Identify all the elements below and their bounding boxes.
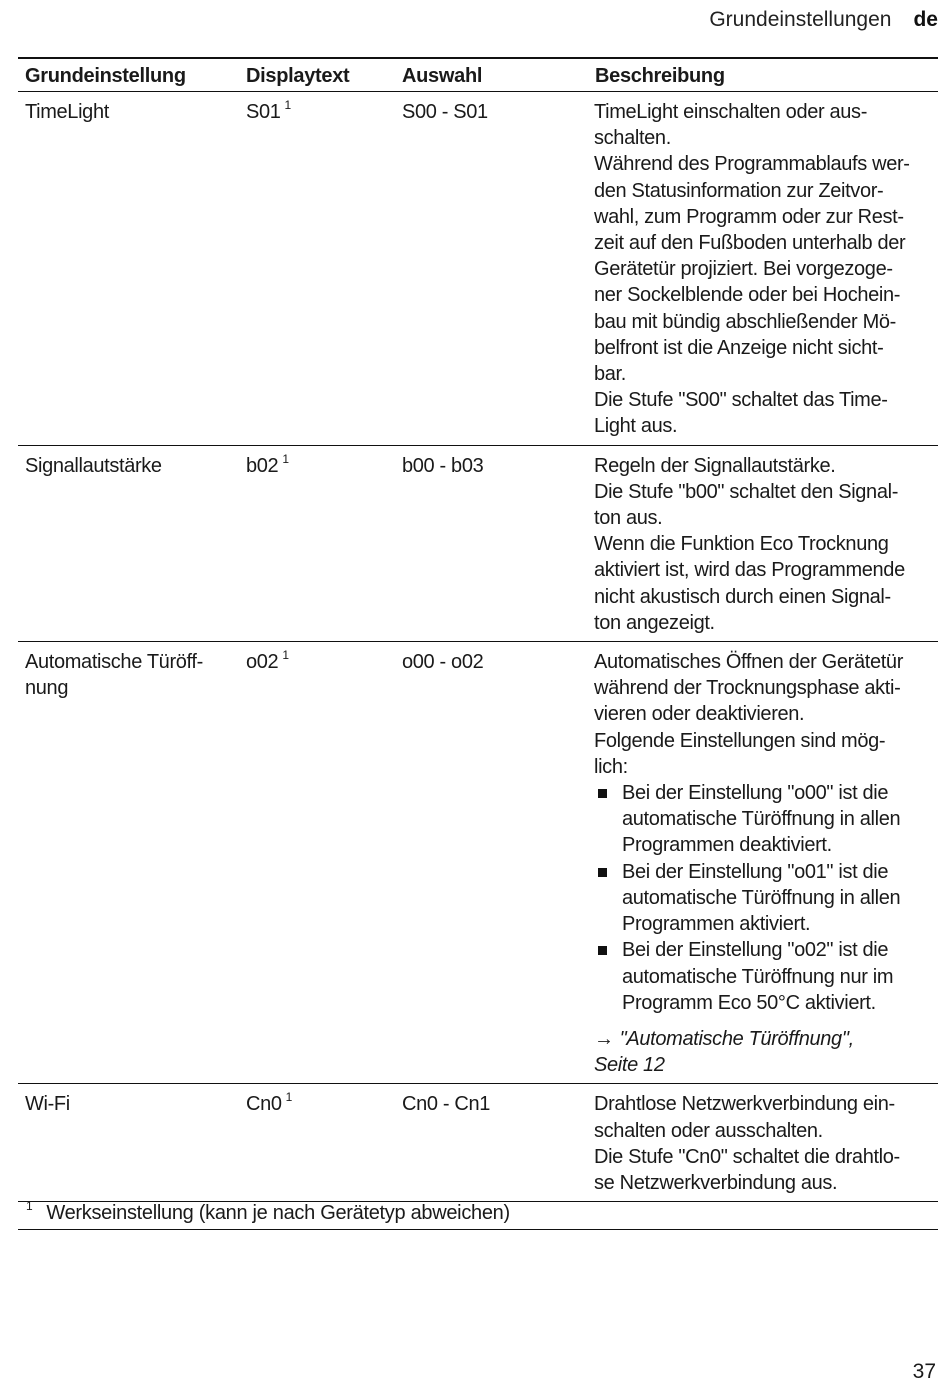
description-line: Wenn die Funktion Eco Trocknung xyxy=(594,533,889,556)
description-line: wahl, zum Programm oder zur Rest- xyxy=(594,205,904,228)
description-line: schalten oder ausschalten. xyxy=(594,1119,823,1142)
range-cell: b00 - b03 xyxy=(395,445,588,641)
list-item-line: Programmen aktiviert. xyxy=(622,913,811,936)
description-line: Folgende Einstellungen sind mög- xyxy=(594,729,886,752)
footnote-ref: 1 xyxy=(282,648,289,663)
display-text: S01 xyxy=(246,101,281,123)
options-list xyxy=(594,780,934,1016)
footnote-ref: 1 xyxy=(284,98,291,112)
settings-table xyxy=(18,57,938,1202)
description-line: ton aus. xyxy=(594,507,663,530)
footnote-text: Werkseinstellung (kann je nach Gerätetyp abweichen) xyxy=(46,1202,510,1224)
description-line: während der Trocknungsphase akti- xyxy=(594,677,901,700)
description-line: ner Sockelblende oder bei Hochein- xyxy=(594,284,901,307)
list-item-line: automatische Türöffnung in allen xyxy=(622,886,901,909)
description-cell xyxy=(588,1084,938,1202)
xref-title: "Automatische Türöffnung", xyxy=(619,1027,854,1050)
list-item-line: automatische Türöffnung nur im xyxy=(622,965,894,988)
table-row-wifi xyxy=(18,1084,938,1202)
description-line: Automatisches Öffnen der Gerätetür xyxy=(594,651,904,674)
description-cell xyxy=(588,92,938,446)
description-line: Die Stufe "b00" schaltet den Signal- xyxy=(594,480,899,503)
table-row-signal-volume xyxy=(18,445,938,641)
footnote-ref: 1 xyxy=(282,451,289,466)
description-line: aktiviert ist, wird das Programmende xyxy=(594,559,905,582)
list-item-line: Programm Eco 50°C aktiviert. xyxy=(622,991,876,1014)
arrow-right-icon: → xyxy=(594,1027,614,1050)
list-item-line: Bei der Einstellung "o01" ist die xyxy=(622,860,889,883)
description-line: TimeLight einschalten oder aus- xyxy=(594,101,868,123)
xref-page: Seite 12 xyxy=(594,1054,665,1077)
description-line: Regeln der Signallautstärke. xyxy=(594,454,836,477)
list-item-line: Bei der Einstellung "o02" ist die xyxy=(622,939,889,962)
footnote-mark: 1 xyxy=(26,1199,33,1213)
column-header-description: Beschreibung xyxy=(588,58,938,92)
description-line: Die Stufe "S00" schaltet das Time- xyxy=(594,389,888,412)
description-cell xyxy=(588,445,938,641)
setting-cell xyxy=(18,1084,239,1202)
display-text: Cn0 xyxy=(246,1093,282,1116)
setting-name: Automatische Türöff- xyxy=(25,651,203,674)
table-row-timelight xyxy=(18,92,938,446)
list-item-line: Bei der Einstellung "o00" ist die xyxy=(622,782,889,805)
display-cell xyxy=(239,1084,395,1202)
cross-reference-link[interactable] xyxy=(594,1026,934,1078)
setting-cell xyxy=(18,445,239,641)
language-code: de xyxy=(913,8,938,31)
description-line: nicht akustisch durch einen Signal- xyxy=(594,585,891,608)
description-line: belfront ist die Anzeige nicht sicht- xyxy=(594,336,884,359)
list-item-line: automatische Türöffnung in allen xyxy=(622,808,901,831)
display-cell xyxy=(239,92,395,446)
description-line: Während des Programmablaufs wer- xyxy=(594,153,910,176)
description-line: Die Stufe "Cn0" schaltet die drahtlo- xyxy=(594,1145,900,1168)
description-line: Light aus. xyxy=(594,415,678,438)
description-line: vieren oder deaktivieren. xyxy=(594,703,805,726)
description-line: Drahtlose Netzwerkverbindung ein- xyxy=(594,1093,895,1116)
setting-cell xyxy=(18,642,239,1084)
list-item xyxy=(594,780,934,859)
description-line: den Statusinformation zur Zeitvor- xyxy=(594,179,884,202)
setting-cell xyxy=(18,92,239,446)
description-cell xyxy=(588,642,938,1084)
display-text: b02 xyxy=(246,454,279,477)
column-header-display: Displaytext xyxy=(239,58,395,92)
range-cell: S00 - S01 xyxy=(395,92,588,446)
column-header-setting: Grundeinstellung xyxy=(18,58,239,92)
setting-name: TimeLight xyxy=(25,101,109,123)
range-cell: Cn0 - Cn1 xyxy=(395,1084,588,1202)
setting-name: Signallautstärke xyxy=(25,454,162,477)
column-header-range: Auswahl xyxy=(395,58,588,92)
description-line: se Netzwerkverbindung aus. xyxy=(594,1171,838,1194)
footnote-ref: 1 xyxy=(285,1090,292,1105)
page-header xyxy=(709,8,938,32)
table-row-auto-door-opening xyxy=(18,642,938,1084)
display-cell xyxy=(239,642,395,1084)
range-cell: o00 - o02 xyxy=(395,642,588,1084)
settings-table-wrapper xyxy=(18,57,938,1202)
description-line: lich: xyxy=(594,755,628,778)
table-header-row xyxy=(18,58,938,92)
setting-name: nung xyxy=(25,677,69,700)
section-title: Grundeinstellungen xyxy=(709,8,892,31)
display-text: o02 xyxy=(246,651,279,674)
list-item-line: Programmen deaktiviert. xyxy=(622,834,832,857)
description-line: zeit auf den Fußboden unterhalb der xyxy=(594,232,906,255)
display-cell xyxy=(239,445,395,641)
description-line: schalten. xyxy=(594,127,671,150)
description-line: Gerätetür projiziert. Bei vorgezoge- xyxy=(594,258,893,281)
table-footnote xyxy=(18,1196,938,1230)
setting-name: Wi-Fi xyxy=(25,1093,70,1116)
description-line: bau mit bündig abschließender Mö- xyxy=(594,310,896,333)
description-line: bar. xyxy=(594,363,626,386)
list-item xyxy=(594,859,934,938)
description-line: ton angezeigt. xyxy=(594,611,715,634)
page-number: 37 xyxy=(912,1360,936,1383)
list-item xyxy=(594,937,934,1016)
